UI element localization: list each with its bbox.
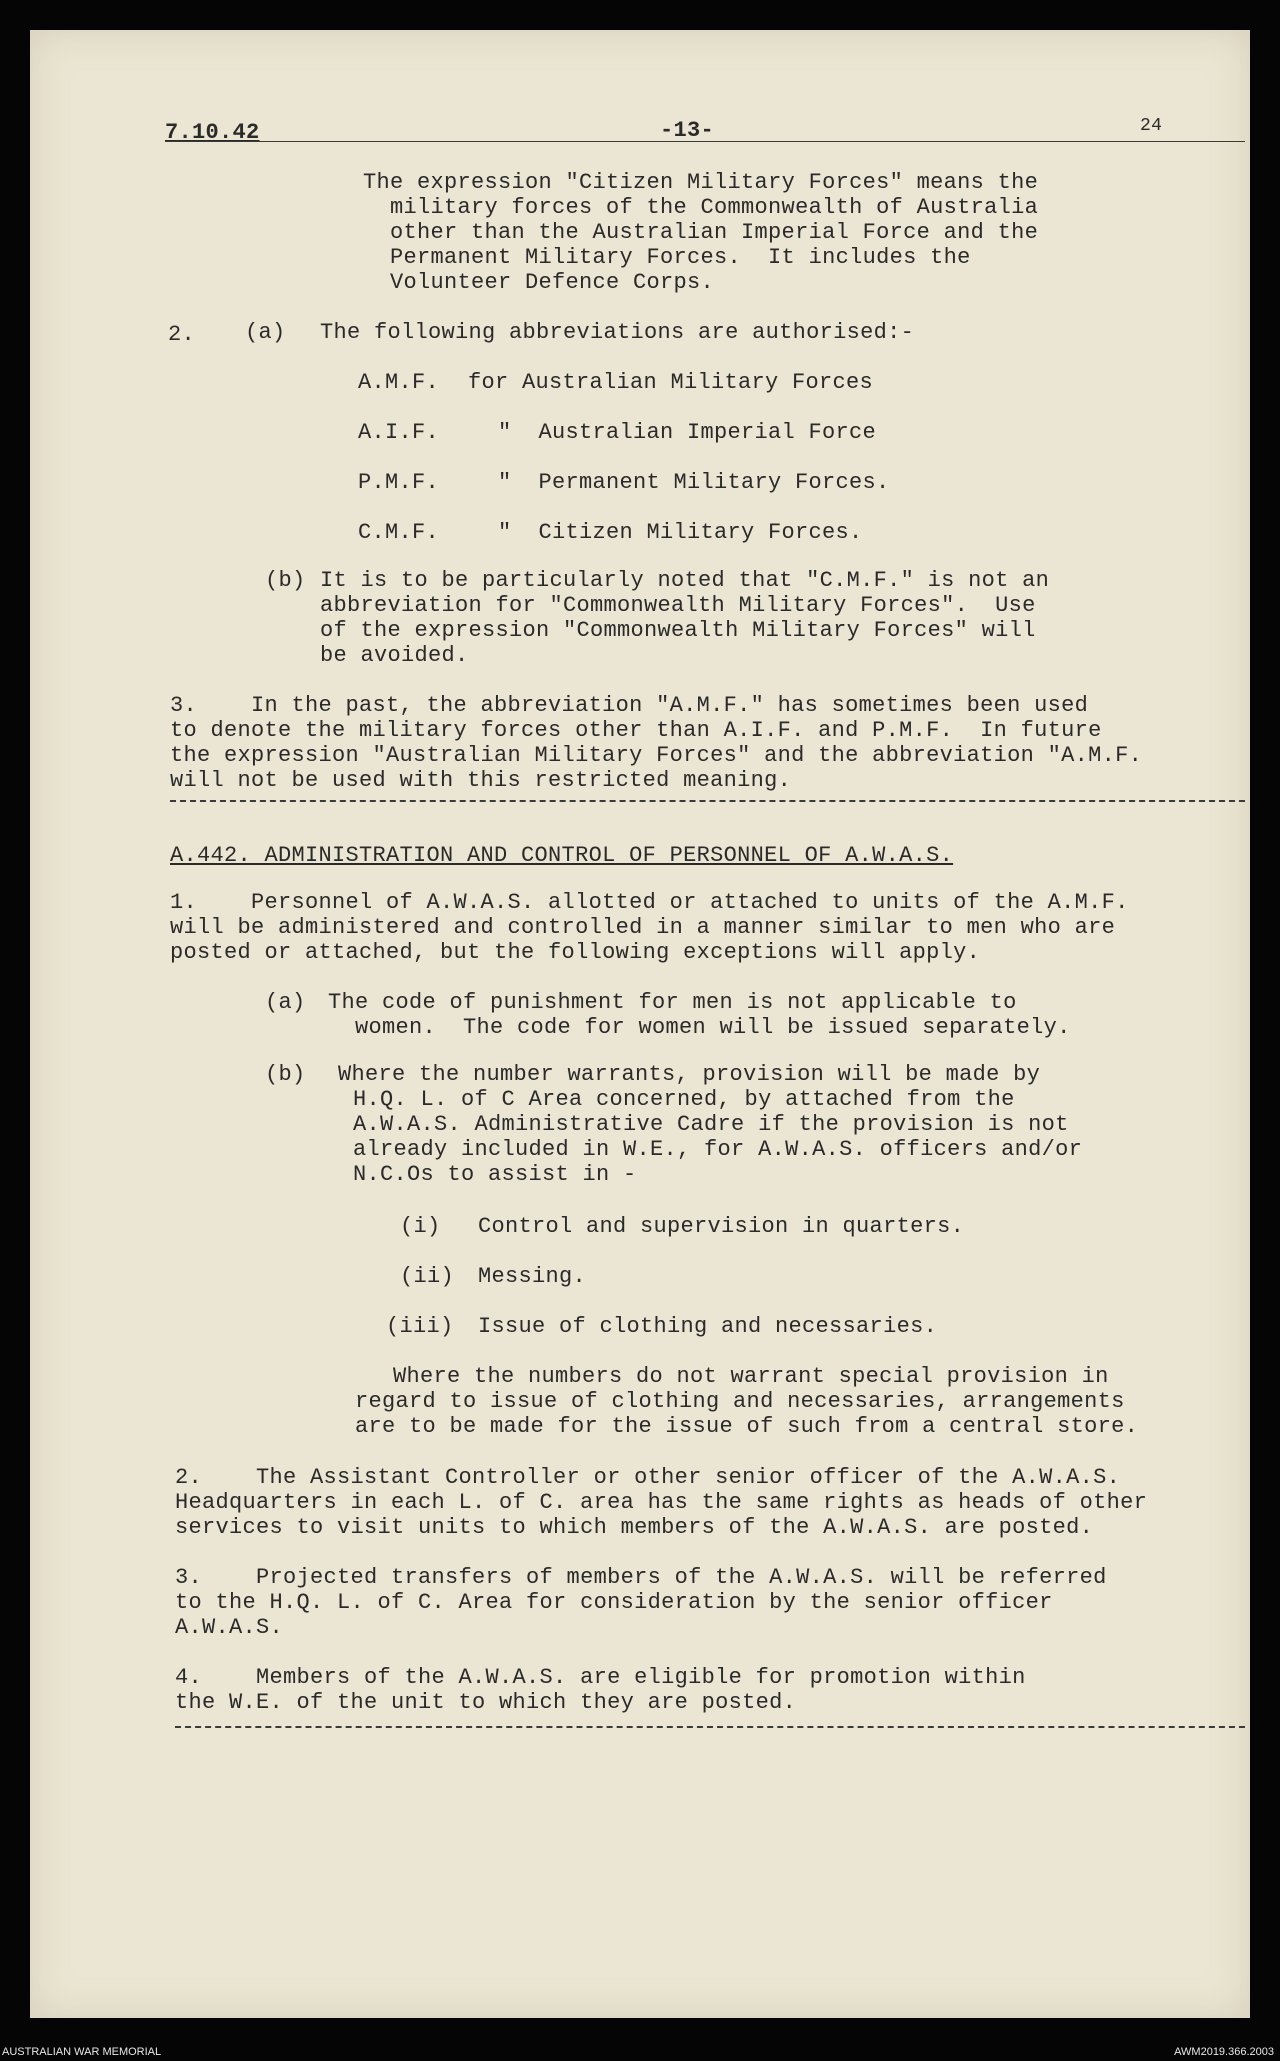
section-p1-line: posted or attached, but the following exceptions will apply. [170, 940, 981, 965]
abbrev-code: A.M.F. [358, 370, 440, 395]
intro-line: The expression "Citizen Military Forces" means the [363, 170, 1039, 195]
sub-text: Control and supervision in quarters. [478, 1214, 965, 1239]
section-a-line: women. The code for women will be issued separately. [355, 1015, 1071, 1040]
item-label: (a) [245, 320, 286, 345]
sub-text: Issue of clothing and necessaries. [478, 1314, 938, 1339]
section-p4-line: 4. Members of the A.W.A.S. are eligible for promotion within [175, 1665, 1026, 1690]
page-number: -13- [660, 118, 715, 143]
sub-label: (ii) [400, 1264, 455, 1289]
sub-label: (i) [400, 1214, 441, 1239]
header-rule [165, 141, 1245, 142]
para3-line: the expression "Australian Military Forces" and the abbreviation "A.M.F. [170, 743, 1143, 768]
section-p3-line: to the H.Q. L. of C. Area for consideration by the senior officer [175, 1590, 1053, 1615]
abbrev-meaning: for Australian Military Forces [468, 370, 874, 395]
where-line: regard to issue of clothing and necessaries, arrangements [355, 1389, 1125, 1414]
intro-line: other than the Australian Imperial Force and the [390, 220, 1039, 245]
abbrev-meaning: " Citizen Military Forces. [498, 520, 863, 545]
dashed-rule [175, 1726, 1245, 1728]
intro-line: military forces of the Commonwealth of Australia [390, 195, 1039, 220]
item-label: (b) [265, 568, 306, 593]
section-b-line: already included in W.E., for A.W.A.S. officers and/or [353, 1137, 1083, 1162]
section-p1-line: will be administered and controlled in a manner similar to men who are [170, 915, 1116, 940]
date: 7.10.42 [165, 120, 260, 145]
folio-number: 24 [1140, 116, 1163, 136]
section-p3-line: A.W.A.S. [175, 1615, 284, 1640]
section-p2-line: services to visit units to which members of the A.W.A.S. are posted. [175, 1515, 1094, 1540]
abbrev-code: A.I.F. [358, 420, 440, 445]
section-p2-line: 2. The Assistant Controller or other senior officer of the A.W.A.S. [175, 1465, 1121, 1490]
abbrev-code: C.M.F. [358, 520, 440, 545]
para2-b-line: abbreviation for "Commonwealth Military Forces". Use [320, 593, 1036, 618]
para2-b-line: It is to be particularly noted that "C.M.F." is not an [320, 568, 1050, 593]
abbrev-meaning: " Permanent Military Forces. [498, 470, 890, 495]
intro-line: Volunteer Defence Corps. [390, 270, 715, 295]
section-b-line: A.W.A.S. Administrative Cadre if the provision is not [353, 1112, 1069, 1137]
item-label: (b) [265, 1062, 306, 1087]
section-b-line: N.C.Os to assist in - [353, 1162, 637, 1187]
abbrev-code: P.M.F. [358, 470, 440, 495]
section-b-line: Where the number warrants, provision will be made by [338, 1062, 1041, 1087]
section-p2-line: Headquarters in each L. of C. area has the same rights as heads of other [175, 1490, 1148, 1515]
dashed-rule [170, 800, 1245, 802]
sub-text: Messing. [478, 1264, 587, 1289]
sub-label: (iii) [386, 1314, 454, 1339]
para3-line: 3. In the past, the abbreviation "A.M.F." has sometimes been used [170, 693, 1089, 718]
para3-line: to denote the military forces other than A.I.F. and P.M.F. In future [170, 718, 1102, 743]
section-a-line: The code of punishment for men is not applicable to [328, 990, 1017, 1015]
para2-b-line: be avoided. [320, 643, 469, 668]
section-heading: A.442. ADMINISTRATION AND CONTROL OF PERSONNEL OF A.W.A.S. [170, 843, 954, 868]
abbrev-meaning: " Australian Imperial Force [498, 420, 877, 445]
section-b-line: H.Q. L. of C Area concerned, by attached from the [353, 1087, 1015, 1112]
footer-left: AUSTRALIAN WAR MEMORIAL [2, 2046, 162, 2058]
section-p1-line: 1. Personnel of A.W.A.S. allotted or attached to units of the A.M.F. [170, 890, 1129, 915]
intro-line: Permanent Military Forces. It includes the [390, 245, 971, 270]
section-p4-line: the W.E. of the unit to which they are posted. [175, 1690, 797, 1715]
section-p3-line: 3. Projected transfers of members of the A.W.A.S. will be referred [175, 1565, 1107, 1590]
para2-b-line: of the expression "Commonwealth Military Forces" will [320, 618, 1036, 643]
where-line: Where the numbers do not warrant special provision in [393, 1364, 1109, 1389]
para3-line: will not be used with this restricted meaning. [170, 768, 792, 793]
footer-right: AWM2019.366.2003 [1174, 2046, 1274, 2058]
para-number: 2. [168, 322, 196, 347]
where-line: are to be made for the issue of such from a central store. [355, 1414, 1139, 1439]
para2-a-text: The following abbreviations are authorised:- [320, 320, 915, 345]
item-label: (a) [265, 990, 306, 1015]
